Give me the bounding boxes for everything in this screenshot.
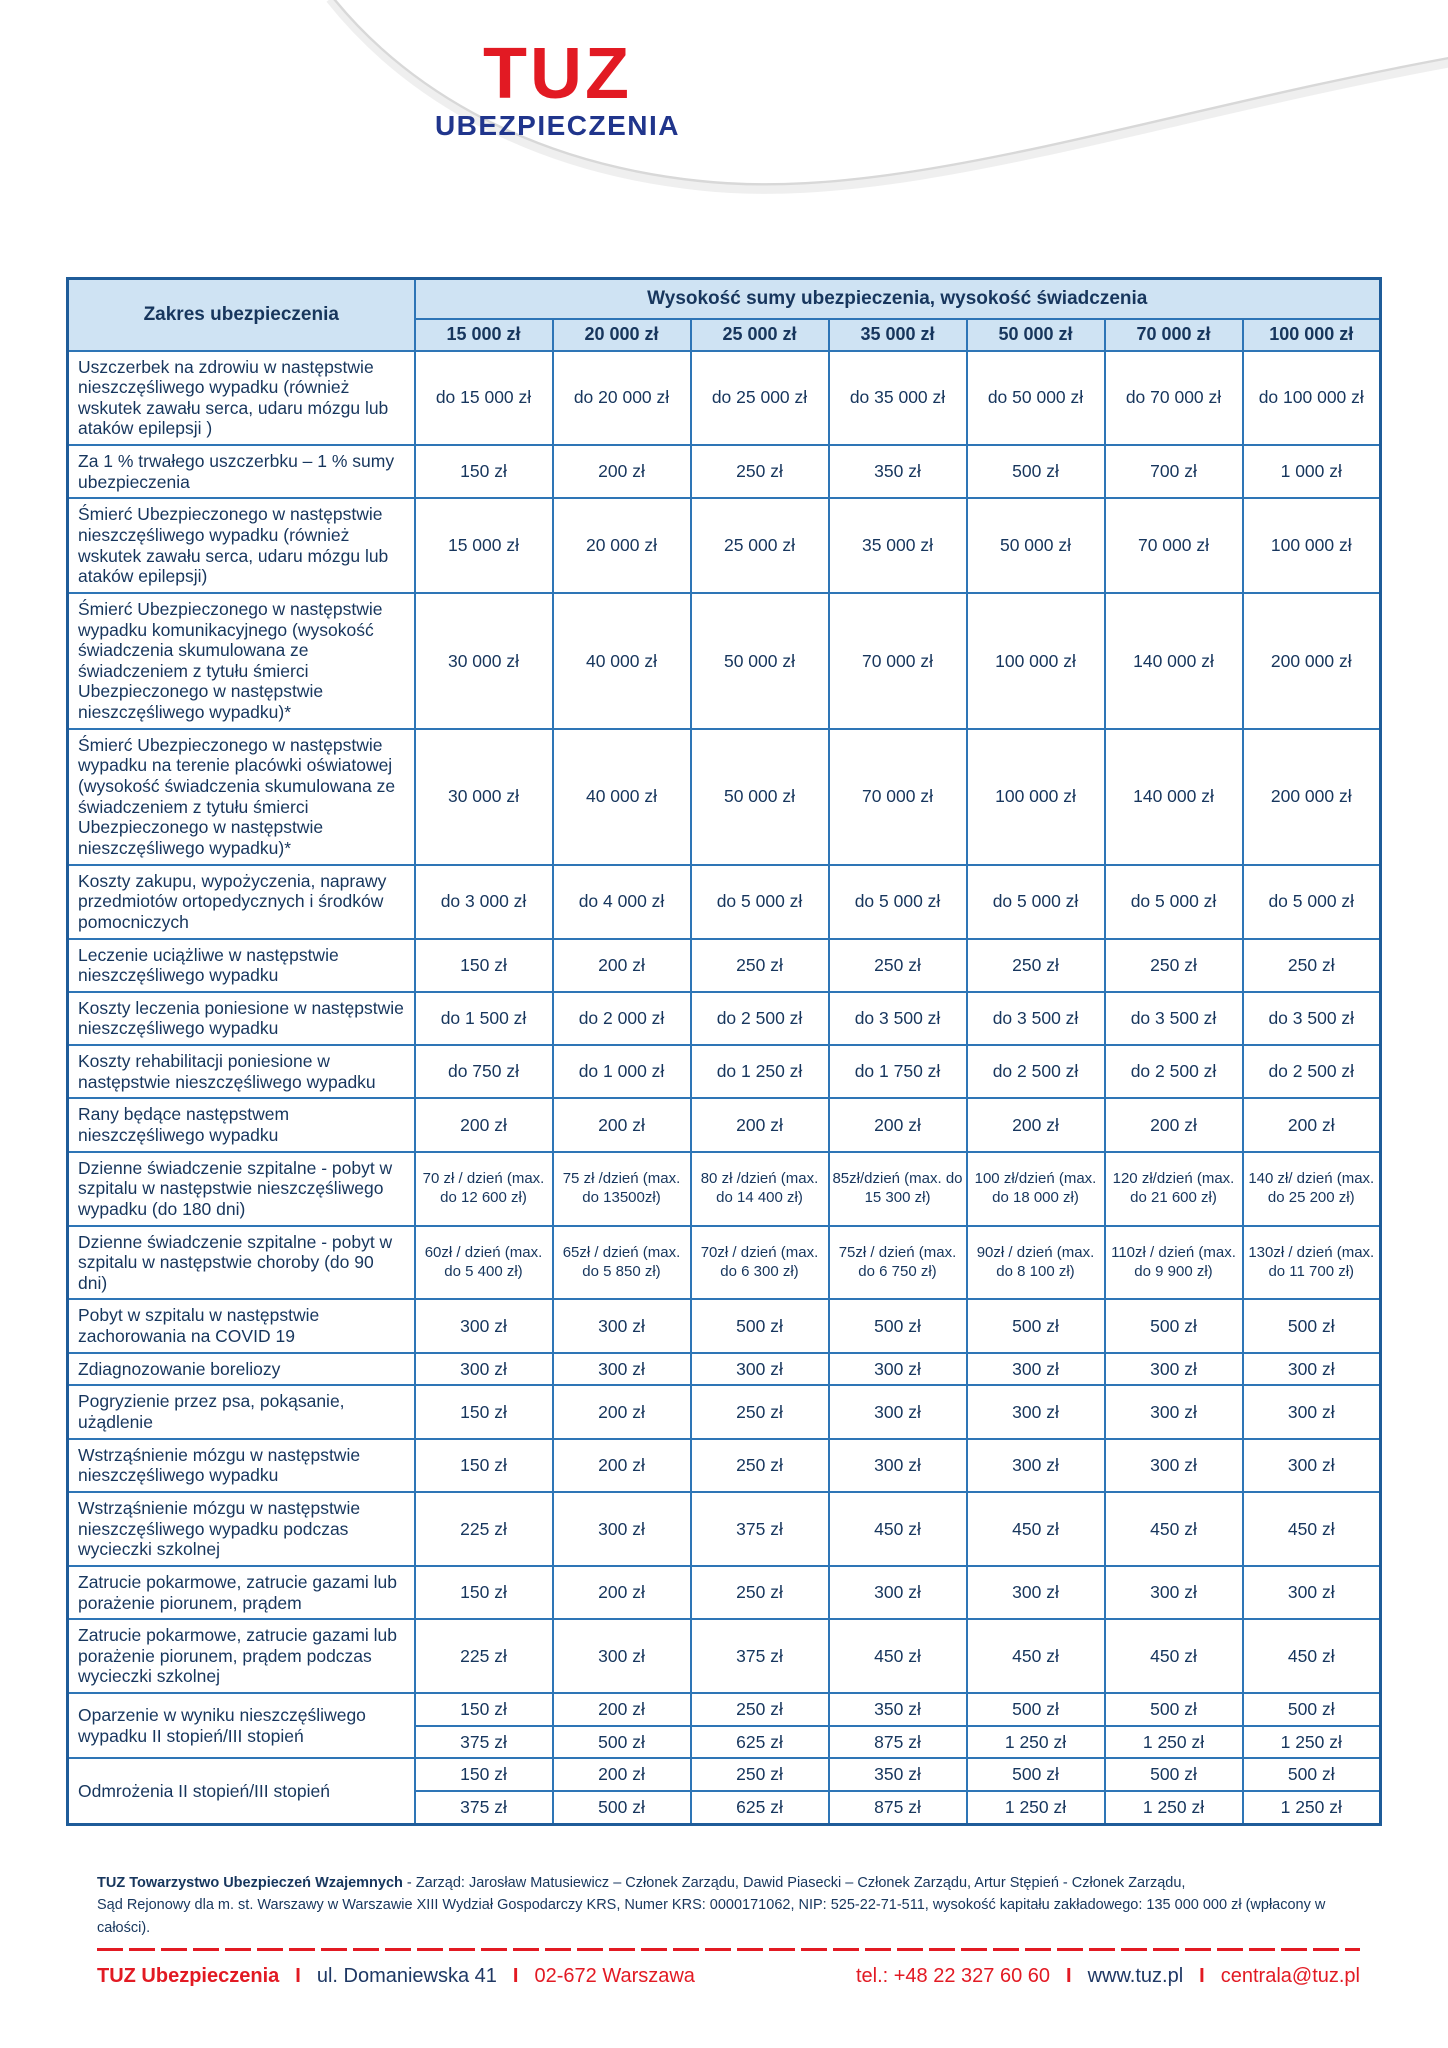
- coverage-value-cell: 250 zł: [691, 1439, 829, 1492]
- coverage-label-cell: Koszty leczenia poniesione w następstwie nieszczęśliwego wypadku: [68, 992, 415, 1045]
- coverage-value-cell: 200 zł: [691, 1098, 829, 1151]
- address-street: ul. Domaniewska 41: [316, 1965, 497, 1988]
- coverage-value-cell: 225 zł: [415, 1492, 553, 1566]
- coverage-value-cell: 200 zł: [553, 1385, 691, 1438]
- phone-number[interactable]: tel.: +48 22 327 60 60: [855, 1965, 1051, 1988]
- coverage-value-cell: 140 zł/ dzień (max. do 25 200 zł): [1243, 1152, 1381, 1226]
- coverage-value-cell: 875 zł: [829, 1726, 967, 1759]
- coverage-label-cell: Odmrożenia II stopień/III stopień: [68, 1758, 415, 1824]
- coverage-value-cell: 100 000 zł: [967, 593, 1105, 729]
- coverage-value-cell: 700 zł: [1105, 445, 1243, 498]
- sum-header-cell: 25 000 zł: [691, 319, 829, 351]
- coverage-value-cell: 1 250 zł: [967, 1726, 1105, 1759]
- coverage-value-cell: 150 zł: [415, 1385, 553, 1438]
- table-row: [68, 1619, 1381, 1693]
- page-footer: [97, 1872, 1360, 1988]
- coverage-label-cell: Zatrucie pokarmowe, zatrucie gazami lub porażenie piorunem, prądem podczas wycieczki szkolnej: [68, 1619, 415, 1693]
- coverage-value-cell: 500 zł: [967, 1299, 1105, 1352]
- legal-line-2: Sąd Rejonowy dla m. st. Warszawy w Warszawie XIII Wydział Gospodarczy KRS, Numer KRS: 0000171062, NIP: 525-22-71-511, wysokość kapitału zakładowego: 135 000 000 zł (wpłacony w całości).: [97, 1897, 1326, 1936]
- coverage-value-cell: 300 zł: [1243, 1385, 1381, 1438]
- coverage-value-cell: do 750 zł: [415, 1045, 553, 1098]
- coverage-value-cell: 25 000 zł: [691, 498, 829, 593]
- coverage-value-cell: do 2 500 zł: [691, 992, 829, 1045]
- coverage-value-cell: do 25 000 zł: [691, 351, 829, 446]
- sum-header-cell: 15 000 zł: [415, 319, 553, 351]
- coverage-value-cell: 450 zł: [1243, 1492, 1381, 1566]
- coverage-value-cell: 375 zł: [415, 1726, 553, 1759]
- legal-line-1: [97, 1872, 1360, 1894]
- table-row: [68, 1299, 1381, 1352]
- website-link[interactable]: www.tuz.pl: [1087, 1965, 1184, 1988]
- coverage-value-cell: 500 zł: [1105, 1299, 1243, 1352]
- coverage-value-cell: 1 000 zł: [1243, 445, 1381, 498]
- coverage-value-cell: 250 zł: [691, 939, 829, 992]
- coverage-value-cell: do 3 500 zł: [829, 992, 967, 1045]
- coverage-value-cell: 200 zł: [1105, 1098, 1243, 1151]
- table-row: [68, 1693, 1381, 1726]
- coverage-label-cell: Rany będące następstwem nieszczęśliwego wypadku: [68, 1098, 415, 1151]
- coverage-value-cell: 450 zł: [829, 1619, 967, 1693]
- coverage-value-cell: 15 000 zł: [415, 498, 553, 593]
- coverage-value-cell: 70 zł / dzień (max. do 12 600 zł): [415, 1152, 553, 1226]
- coverage-value-cell: 250 zł: [1105, 939, 1243, 992]
- coverage-value-cell: do 2 500 zł: [967, 1045, 1105, 1098]
- coverage-value-cell: 300 zł: [553, 1299, 691, 1352]
- coverage-value-cell: 300 zł: [691, 1353, 829, 1386]
- table-row: [68, 498, 1381, 593]
- coverage-value-cell: 50 000 zł: [691, 729, 829, 865]
- coverage-value-cell: 1 250 zł: [1243, 1791, 1381, 1824]
- coverage-value-cell: do 70 000 zł: [1105, 351, 1243, 446]
- coverage-value-cell: 250 zł: [691, 1693, 829, 1726]
- coverage-value-cell: do 4 000 zł: [553, 865, 691, 939]
- coverage-value-cell: 875 zł: [829, 1791, 967, 1824]
- coverage-label-cell: Koszty zakupu, wypożyczenia, naprawy przedmiotów ortopedycznych i środków pomocniczych: [68, 865, 415, 939]
- coverage-label-cell: Oparzenie w wyniku nieszczęśliwego wypadku II stopień/III stopień: [68, 1693, 415, 1758]
- table-row: [68, 1098, 1381, 1151]
- table-header-row-1: [68, 279, 1381, 319]
- coverage-value-cell: 200 zł: [415, 1098, 553, 1151]
- coverage-value-cell: 60zł / dzień (max. do 5 400 zł): [415, 1226, 553, 1300]
- coverage-value-cell: 375 zł: [415, 1791, 553, 1824]
- coverage-value-cell: 30 000 zł: [415, 593, 553, 729]
- group-header-cell: Wysokość sumy ubezpieczenia, wysokość świadczenia: [415, 279, 1381, 319]
- coverage-value-cell: 500 zł: [1243, 1299, 1381, 1352]
- coverage-value-cell: 300 zł: [415, 1353, 553, 1386]
- coverage-value-cell: 375 zł: [691, 1492, 829, 1566]
- coverage-value-cell: 80 zł /dzień (max. do 14 400 zł): [691, 1152, 829, 1226]
- coverage-value-cell: 50 000 zł: [691, 593, 829, 729]
- coverage-value-cell: 300 zł: [1105, 1566, 1243, 1619]
- coverage-value-cell: 70 000 zł: [1105, 498, 1243, 593]
- coverage-value-cell: 375 zł: [691, 1619, 829, 1693]
- coverage-value-cell: 50 000 zł: [967, 498, 1105, 593]
- coverage-value-cell: 200 zł: [553, 939, 691, 992]
- coverage-label-cell: Leczenie uciążliwe w następstwie nieszczęśliwego wypadku: [68, 939, 415, 992]
- coverage-value-cell: 250 zł: [691, 1758, 829, 1791]
- coverage-value-cell: 300 zł: [829, 1566, 967, 1619]
- tuz-logo-subtitle: UBEZPIECZENIA: [434, 110, 681, 142]
- coverage-value-cell: 300 zł: [1243, 1353, 1381, 1386]
- coverage-value-cell: do 3 500 zł: [1105, 992, 1243, 1045]
- coverage-label-cell: Koszty rehabilitacji poniesione w następstwie nieszczęśliwego wypadku: [68, 1045, 415, 1098]
- table-row: [68, 593, 1381, 729]
- contact-links-group: [856, 1965, 1360, 1988]
- coverage-value-cell: do 2 000 zł: [553, 992, 691, 1045]
- table-row: [68, 992, 1381, 1045]
- footer-brand: TUZ Ubezpieczenia: [97, 1965, 280, 1988]
- coverage-value-cell: 350 zł: [829, 1693, 967, 1726]
- coverage-value-cell: 500 zł: [829, 1299, 967, 1352]
- coverage-value-cell: 150 zł: [415, 445, 553, 498]
- coverage-label-cell: Śmierć Ubezpieczonego w następstwie nieszczęśliwego wypadku (również wskutek zawału serca, udaru mózgu lub ataków epilepsji): [68, 498, 415, 593]
- coverage-value-cell: 300 zł: [967, 1353, 1105, 1386]
- coverage-value-cell: do 2 500 zł: [1105, 1045, 1243, 1098]
- coverage-value-cell: 300 zł: [1243, 1566, 1381, 1619]
- coverage-value-cell: 1 250 zł: [1243, 1726, 1381, 1759]
- coverage-label-cell: Śmierć Ubezpieczonego w następstwie wypadku komunikacyjnego (wysokość świadczenia skumulowana ze świadczeniem z tytułu śmierci Ubezpieczonego w następstwie nieszczęśliwego wypadku)*: [68, 593, 415, 729]
- coverage-value-cell: 150 zł: [415, 939, 553, 992]
- address-city: 02-672 Warszawa: [534, 1965, 695, 1988]
- coverage-value-cell: 200 zł: [829, 1098, 967, 1151]
- table-row: [68, 1353, 1381, 1386]
- coverage-value-cell: 200 000 zł: [1243, 729, 1381, 865]
- coverage-value-cell: 450 zł: [1243, 1619, 1381, 1693]
- coverage-value-cell: 200 zł: [553, 1693, 691, 1726]
- coverage-value-cell: 1 250 zł: [967, 1791, 1105, 1824]
- coverage-value-cell: 450 zł: [829, 1492, 967, 1566]
- contact-address-group: [97, 1965, 695, 1988]
- coverage-value-cell: 450 zł: [1105, 1619, 1243, 1693]
- coverage-value-cell: 1 250 zł: [1105, 1726, 1243, 1759]
- coverage-value-cell: 140 000 zł: [1105, 729, 1243, 865]
- coverage-value-cell: 35 000 zł: [829, 498, 967, 593]
- table-row: [68, 865, 1381, 939]
- coverage-value-cell: 300 zł: [967, 1566, 1105, 1619]
- coverage-value-cell: 200 000 zł: [1243, 593, 1381, 729]
- coverage-value-cell: 70 000 zł: [829, 593, 967, 729]
- coverage-value-cell: 75zł / dzień (max. do 6 750 zł): [829, 1226, 967, 1300]
- coverage-value-cell: 140 000 zł: [1105, 593, 1243, 729]
- coverage-value-cell: 450 zł: [1105, 1492, 1243, 1566]
- coverage-value-cell: do 2 500 zł: [1243, 1045, 1381, 1098]
- coverage-value-cell: do 5 000 zł: [691, 865, 829, 939]
- coverage-value-cell: 250 zł: [829, 939, 967, 992]
- coverage-label-cell: Uszczerbek na zdrowiu w następstwie nieszczęśliwego wypadku (również wskutek zawału serca, udaru mózgu lub ataków epilepsji ): [68, 351, 415, 446]
- coverage-value-cell: 350 zł: [829, 1758, 967, 1791]
- separator: I: [512, 1965, 519, 1988]
- coverage-value-cell: 300 zł: [1105, 1439, 1243, 1492]
- separator: I: [295, 1965, 301, 1988]
- coverage-label-cell: Wstrząśnienie mózgu w następstwie nieszczęśliwego wypadku podczas wycieczki szkolnej: [68, 1492, 415, 1566]
- coverage-table-container: [66, 277, 1379, 1826]
- coverage-value-cell: 150 zł: [415, 1439, 553, 1492]
- coverage-value-cell: 500 zł: [553, 1791, 691, 1824]
- coverage-value-cell: 150 zł: [415, 1693, 553, 1726]
- coverage-value-cell: 200 zł: [553, 1758, 691, 1791]
- tuz-logo-text: TUZ: [483, 34, 632, 114]
- coverage-value-cell: 500 zł: [967, 1758, 1105, 1791]
- coverage-value-cell: 300 zł: [1105, 1353, 1243, 1386]
- company-name: TUZ Towarzystwo Ubezpieczeń Wzajemnych: [97, 1875, 403, 1891]
- coverage-value-cell: 150 zł: [415, 1566, 553, 1619]
- coverage-label-cell: Dzienne świadczenie szpitalne - pobyt w szpitalu w następstwie choroby (do 90 dni): [68, 1226, 415, 1300]
- coverage-value-cell: 500 zł: [967, 445, 1105, 498]
- coverage-value-cell: 40 000 zł: [553, 593, 691, 729]
- coverage-value-cell: do 100 000 zł: [1243, 351, 1381, 446]
- coverage-value-cell: 90zł / dzień (max. do 8 100 zł): [967, 1226, 1105, 1300]
- coverage-value-cell: do 20 000 zł: [553, 351, 691, 446]
- email-link[interactable]: centrala@tuz.pl: [1220, 1965, 1360, 1988]
- coverage-value-cell: 300 zł: [553, 1492, 691, 1566]
- board-members: - Zarząd: Jarosław Matusiewicz – Członek Zarządu, Dawid Piasecki – Członek Zarządu, Artur Stępień - Członek Zarządu,: [402, 1875, 1186, 1891]
- table-row: [68, 1758, 1381, 1791]
- coverage-label-cell: Śmierć Ubezpieczonego w następstwie wypadku na terenie placówki oświatowej (wysokość świadczenia skumulowana ze świadczeniem z tytułu śmierci Ubezpieczonego w następstwie nieszczęśliwego wypadku)*: [68, 729, 415, 865]
- coverage-value-cell: do 50 000 zł: [967, 351, 1105, 446]
- coverage-value-cell: do 15 000 zł: [415, 351, 553, 446]
- table-row: [68, 1226, 1381, 1300]
- table-row: [68, 1385, 1381, 1438]
- sum-header-cell: 70 000 zł: [1105, 319, 1243, 351]
- coverage-value-cell: 300 zł: [829, 1385, 967, 1438]
- coverage-value-cell: 450 zł: [967, 1619, 1105, 1693]
- coverage-value-cell: 250 zł: [967, 939, 1105, 992]
- coverage-label-cell: Wstrząśnienie mózgu w następstwie nieszczęśliwego wypadku: [68, 1439, 415, 1492]
- coverage-value-cell: do 1 250 zł: [691, 1045, 829, 1098]
- table-row: [68, 351, 1381, 446]
- coverage-value-cell: 20 000 zł: [553, 498, 691, 593]
- table-row: [68, 1439, 1381, 1492]
- coverage-value-cell: 250 zł: [1243, 939, 1381, 992]
- coverage-value-cell: 450 zł: [967, 1492, 1105, 1566]
- coverage-value-cell: 500 zł: [967, 1693, 1105, 1726]
- coverage-value-cell: 300 zł: [553, 1619, 691, 1693]
- coverage-value-cell: 500 zł: [1243, 1693, 1381, 1726]
- coverage-value-cell: 200 zł: [553, 445, 691, 498]
- coverage-table: [66, 277, 1382, 1826]
- coverage-value-cell: 30 000 zł: [415, 729, 553, 865]
- coverage-value-cell: do 1 500 zł: [415, 992, 553, 1045]
- coverage-value-cell: 625 zł: [691, 1791, 829, 1824]
- coverage-value-cell: do 1 000 zł: [553, 1045, 691, 1098]
- coverage-value-cell: 300 zł: [967, 1385, 1105, 1438]
- sum-header-cell: 100 000 zł: [1243, 319, 1381, 351]
- coverage-value-cell: 625 zł: [691, 1726, 829, 1759]
- tuz-logo: [0, 34, 1115, 142]
- sum-header-cell: 50 000 zł: [967, 319, 1105, 351]
- coverage-label-cell: Zdiagnozowanie boreliozy: [68, 1353, 415, 1386]
- coverage-value-cell: 300 zł: [415, 1299, 553, 1352]
- coverage-label-cell: Pogryzienie przez psa, pokąsanie, użądlenie: [68, 1385, 415, 1438]
- coverage-label-cell: Dzienne świadczenie szpitalne - pobyt w szpitalu w następstwie nieszczęśliwego wypadku (do 180 dni): [68, 1152, 415, 1226]
- corner-header-cell: Zakres ubezpieczenia: [68, 279, 415, 351]
- table-row: [68, 1566, 1381, 1619]
- coverage-value-cell: 65zł / dzień (max. do 5 850 zł): [553, 1226, 691, 1300]
- table-row: [68, 729, 1381, 865]
- coverage-value-cell: 225 zł: [415, 1619, 553, 1693]
- coverage-value-cell: 100 000 zł: [967, 729, 1105, 865]
- coverage-value-cell: do 5 000 zł: [829, 865, 967, 939]
- coverage-value-cell: do 3 000 zł: [415, 865, 553, 939]
- coverage-value-cell: 250 zł: [691, 445, 829, 498]
- coverage-value-cell: 300 zł: [829, 1353, 967, 1386]
- coverage-value-cell: 120 zł/dzień (max. do 21 600 zł): [1105, 1152, 1243, 1226]
- sum-header-cell: 35 000 zł: [829, 319, 967, 351]
- coverage-value-cell: 350 zł: [829, 445, 967, 498]
- coverage-value-cell: do 5 000 zł: [1243, 865, 1381, 939]
- coverage-value-cell: 300 zł: [1105, 1385, 1243, 1438]
- coverage-value-cell: 130zł / dzień (max. do 11 700 zł): [1243, 1226, 1381, 1300]
- coverage-value-cell: 70zł / dzień (max. do 6 300 zł): [691, 1226, 829, 1300]
- coverage-value-cell: 200 zł: [553, 1098, 691, 1151]
- sum-header-cell: 20 000 zł: [553, 319, 691, 351]
- coverage-value-cell: 500 zł: [1243, 1758, 1381, 1791]
- separator: I: [1066, 1965, 1072, 1988]
- coverage-label-cell: Pobyt w szpitalu w następstwie zachorowania na COVID 19: [68, 1299, 415, 1352]
- coverage-value-cell: 200 zł: [553, 1566, 691, 1619]
- table-row: [68, 1152, 1381, 1226]
- coverage-value-cell: do 1 750 zł: [829, 1045, 967, 1098]
- red-dashed-divider: [97, 1948, 1360, 1951]
- legal-text: [97, 1872, 1360, 1939]
- coverage-value-cell: 250 zł: [691, 1385, 829, 1438]
- coverage-value-cell: do 35 000 zł: [829, 351, 967, 446]
- coverage-value-cell: 150 zł: [415, 1758, 553, 1791]
- coverage-value-cell: 1 250 zł: [1105, 1791, 1243, 1824]
- coverage-label-cell: Za 1 % trwałego uszczerbku – 1 % sumy ubezpieczenia: [68, 445, 415, 498]
- coverage-value-cell: 300 zł: [967, 1439, 1105, 1492]
- coverage-value-cell: 250 zł: [691, 1566, 829, 1619]
- coverage-value-cell: 500 zł: [1105, 1758, 1243, 1791]
- table-row: [68, 445, 1381, 498]
- coverage-value-cell: do 5 000 zł: [1105, 865, 1243, 939]
- coverage-value-cell: 200 zł: [553, 1439, 691, 1492]
- coverage-value-cell: 200 zł: [1243, 1098, 1381, 1151]
- coverage-value-cell: 500 zł: [553, 1726, 691, 1759]
- table-row: [68, 1492, 1381, 1566]
- coverage-value-cell: 70 000 zł: [829, 729, 967, 865]
- table-row: [68, 1045, 1381, 1098]
- coverage-value-cell: do 5 000 zł: [967, 865, 1105, 939]
- coverage-value-cell: do 3 500 zł: [967, 992, 1105, 1045]
- coverage-table-body: [68, 351, 1381, 1825]
- coverage-value-cell: 500 zł: [1105, 1693, 1243, 1726]
- table-row: [68, 939, 1381, 992]
- coverage-value-cell: 200 zł: [967, 1098, 1105, 1151]
- coverage-value-cell: 40 000 zł: [553, 729, 691, 865]
- coverage-value-cell: 100 000 zł: [1243, 498, 1381, 593]
- coverage-value-cell: 300 zł: [1243, 1439, 1381, 1492]
- coverage-value-cell: 75 zł /dzień (max. do 13500zł): [553, 1152, 691, 1226]
- coverage-value-cell: 85zł/dzień (max. do 15 300 zł): [829, 1152, 967, 1226]
- coverage-value-cell: 110zł / dzień (max. do 9 900 zł): [1105, 1226, 1243, 1300]
- coverage-value-cell: 500 zł: [691, 1299, 829, 1352]
- coverage-value-cell: do 3 500 zł: [1243, 992, 1381, 1045]
- coverage-value-cell: 300 zł: [829, 1439, 967, 1492]
- coverage-value-cell: 100 zł/dzień (max. do 18 000 zł): [967, 1152, 1105, 1226]
- separator: I: [1199, 1965, 1205, 1988]
- coverage-label-cell: Zatrucie pokarmowe, zatrucie gazami lub porażenie piorunem, prądem: [68, 1566, 415, 1619]
- contact-line: [97, 1965, 1360, 1988]
- coverage-value-cell: 300 zł: [553, 1353, 691, 1386]
